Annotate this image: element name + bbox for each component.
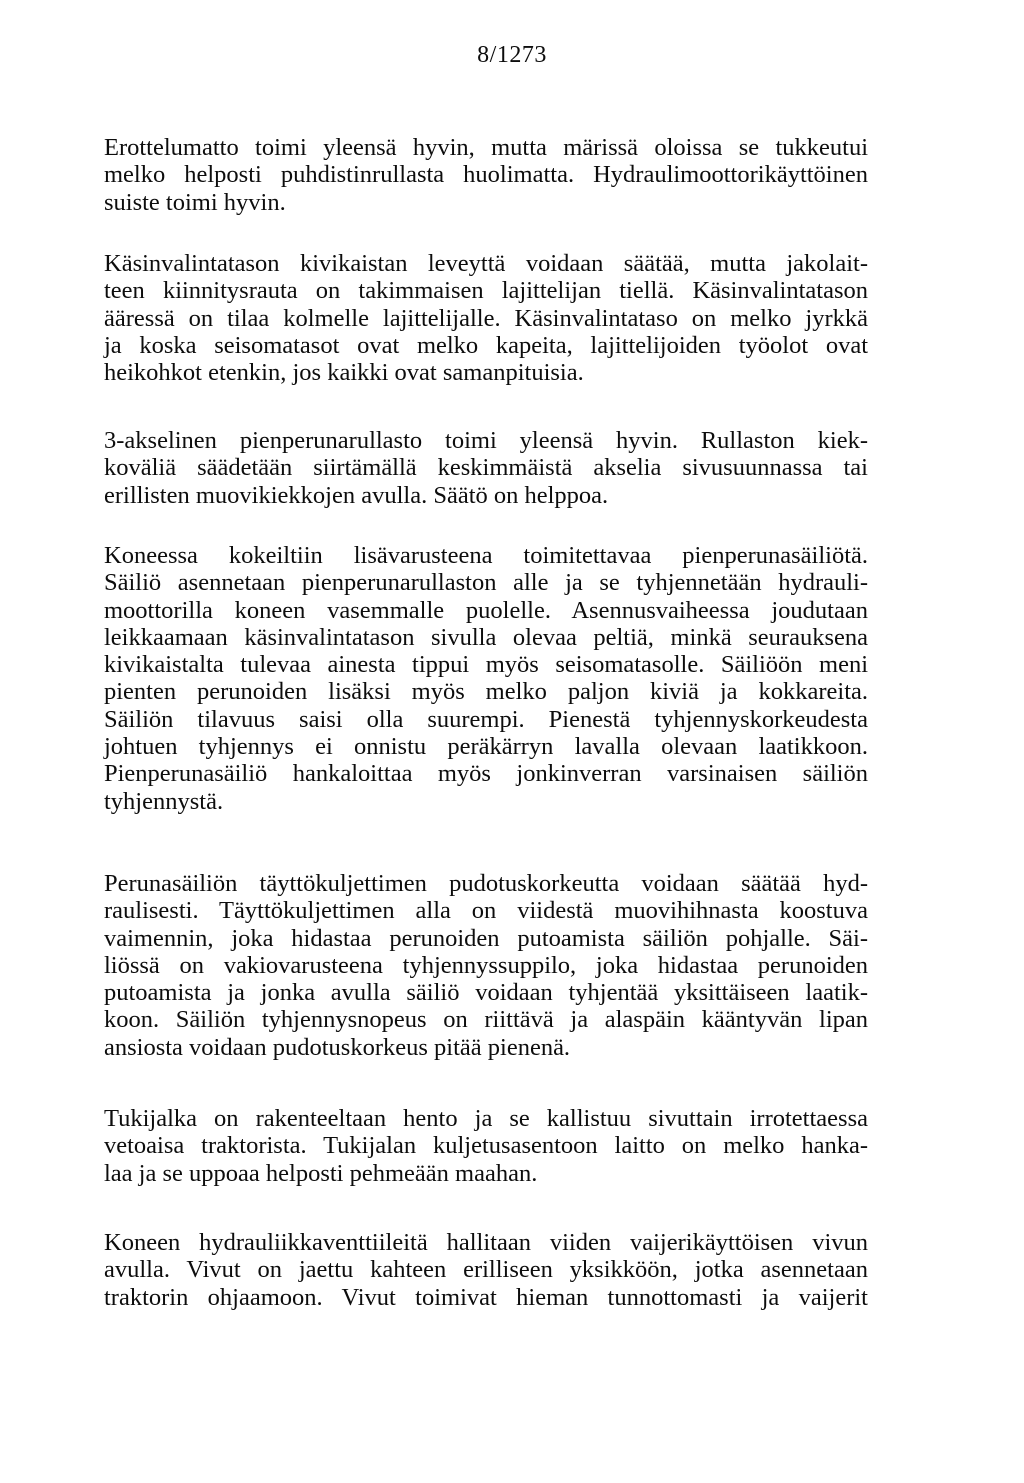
text-line: liössä on vakiovarusteena tyhjennyssuppilo, joka hidastaa perunoiden bbox=[104, 951, 868, 979]
paragraph-small-potato-tank bbox=[104, 542, 868, 815]
text-line: 3-akselinen pienperunarullasto toimi yleensä hyvin. Rullaston kiek- bbox=[104, 427, 868, 454]
paragraph-support-leg bbox=[104, 1105, 868, 1187]
text-line: moottorilla koneen vasemmalle puolelle. Asennusvaiheessa joudutaan bbox=[104, 596, 868, 624]
text-line: Perunasäiliön täyttökuljettimen pudotuskorkeutta voidaan säätää hyd- bbox=[104, 870, 868, 897]
paragraph-sorting-table bbox=[104, 250, 868, 386]
text-line: johtuen tyhjennys ei onnistu peräkärryn lavalla olevaan laatikkoon. bbox=[104, 733, 868, 761]
text-line: tyhjennystä. bbox=[104, 787, 224, 815]
text-line: suiste toimi hyvin. bbox=[104, 188, 286, 216]
text-line: erillisten muovikiekkojen avulla. Säätö on helppoa. bbox=[104, 481, 609, 509]
text-line: avulla. Vivut on jaettu kahteen erilliseen yksikköön, jotka asennetaan bbox=[104, 1256, 868, 1284]
text-line: teen kiinnitysrauta on takimmaisen lajittelijan tiellä. Käsinvalintatason bbox=[104, 277, 868, 305]
paragraph-separator-feeder bbox=[104, 134, 868, 216]
text-line: vaimennin, joka hidastaa perunoiden putoamista säiliön pohjalle. Säi- bbox=[104, 924, 868, 952]
paragraph-tank-filling-conveyor bbox=[104, 870, 868, 1061]
page-number: 8/1273 bbox=[477, 42, 547, 68]
text-line: ansiosta voidaan pudotuskorkeus pitää pienenä. bbox=[104, 1033, 571, 1061]
text-line: Pienperunasäiliö hankaloittaa myös jonkinverran varsinaisen säiliön bbox=[104, 760, 868, 788]
text-line: Erottelumatto toimi yleensä hyvin, mutta märissä oloissa se tukkeutui bbox=[104, 134, 868, 161]
text-line: leikkaamaan käsinvalintatason sivulla olevaa peltiä, minkä seurauksena bbox=[104, 623, 868, 651]
text-line: koon. Säiliön tyhjennysnopeus on riittävä ja alaspäin kääntyvän lipan bbox=[104, 1006, 868, 1034]
text-line: vetoaisa traktorista. Tukijalan kuljetusasentoon laitto on melko hanka- bbox=[104, 1132, 868, 1160]
paragraph-small-potato-rollers bbox=[104, 427, 868, 509]
text-line: Koneessa kokeiltiin lisävarusteena toimitettavaa pienperunasäiliötä. bbox=[104, 542, 868, 569]
text-line: melko helposti puhdistinrullasta huolimatta. Hydraulimoottorikäyttöinen bbox=[104, 161, 868, 189]
paragraph-hydraulic-valves bbox=[104, 1229, 868, 1311]
text-line: Säiliön tilavuus saisi olla suurempi. Pienestä tyhjennyskorkeudesta bbox=[104, 705, 868, 733]
text-line: pienten perunoiden lisäksi myös melko paljon kiviä ja kokkareita. bbox=[104, 678, 868, 706]
text-line: kivikaistalta tulevaa ainesta tippui myös seisomatasolle. Säiliöön meni bbox=[104, 651, 868, 679]
text-line: Koneen hydrauliikkaventtiileitä hallitaan viiden vaijerikäyttöisen vivun bbox=[104, 1229, 868, 1256]
text-line: traktorin ohjaamoon. Vivut toimivat hieman tunnottomasti ja vaijerit bbox=[104, 1283, 868, 1311]
text-line: koväliä säädetään siirtämällä keskimmäistä akselia sivusuunnassa tai bbox=[104, 454, 868, 482]
text-line: ääressä on tilaa kolmelle lajittelijalle. Käsinvalintataso on melko jyrkkä bbox=[104, 304, 868, 332]
text-line: raulisesti. Täyttökuljettimen alla on viidestä muovihihnasta koostuva bbox=[104, 897, 868, 925]
text-line: laa ja se uppoaa helposti pehmeään maahan. bbox=[104, 1159, 538, 1187]
text-line: heikohkot etenkin, jos kaikki ovat samanpituisia. bbox=[104, 359, 584, 387]
text-line: Käsinvalintatason kivikaistan leveyttä voidaan säätää, mutta jakolait- bbox=[104, 250, 868, 277]
text-line: Säiliö asennetaan pienperunarullaston alle ja se tyhjennetään hydrauli- bbox=[104, 569, 868, 597]
text-line: putoamista ja jonka avulla säiliö voidaan tyhjentää yksittäiseen laatik- bbox=[104, 979, 868, 1007]
text-line: Tukijalka on rakenteeltaan hento ja se kallistuu sivuttain irrotettaessa bbox=[104, 1105, 868, 1132]
text-line: ja koska seisomatasot ovat melko kapeita, lajittelijoiden työolot ovat bbox=[104, 331, 868, 359]
